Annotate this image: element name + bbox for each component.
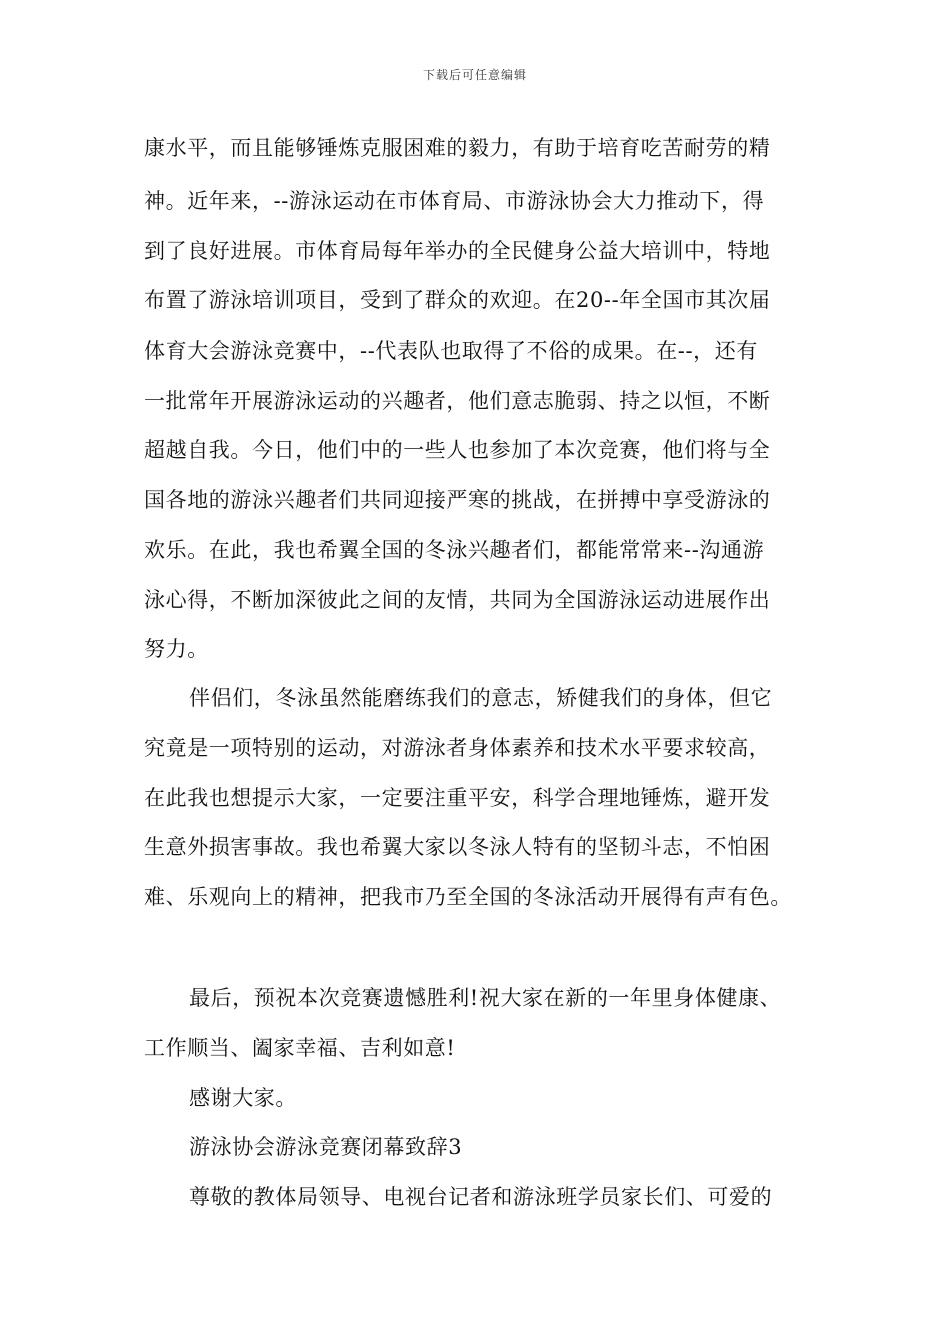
text-line: 国各地的游泳兴趣者们共同迎接严寒的挑战，在拼搏中享受游泳的	[144, 488, 771, 512]
page-header: 下载后可任意编辑	[422, 68, 527, 82]
text-line: 布置了游泳培训项目，受到了群众的欢迎。在20--年全国市其次届	[144, 288, 771, 312]
text-line: 在此我也想提示大家，一定要注重平安，科学合理地锤炼，避开发	[144, 786, 771, 810]
text-line: 努力。	[144, 637, 209, 661]
text-line: 感谢大家。	[189, 1086, 297, 1110]
text-line: 工作顺当、阖家幸福、吉利如意!	[144, 1036, 456, 1060]
text-line: 一批常年开展游泳运动的兴趣者，他们意志脆弱、持之以恒，不断	[144, 389, 771, 413]
section-heading: 游泳协会游泳竞赛闭幕致辞3	[189, 1135, 463, 1159]
text-line: 神。近年来，--游泳运动在市体育局、市游泳协会大力推动下，得	[144, 189, 765, 213]
text-line: 泳心得，不断加深彼此之间的友情，共同为全国游泳运动进展作出	[144, 588, 771, 612]
text-line: 到了良好进展。市体育局每年举办的全民健身公益大培训中，特地	[144, 239, 771, 263]
text-line: 究竟是一项特别的运动，对游泳者身体素养和技术水平要求较高，	[144, 736, 771, 760]
text-line: 伴侣们，冬泳虽然能磨练我们的意志，矫健我们的身体，但它	[189, 686, 773, 710]
text-line: 康水平，而且能够锤炼克服困难的毅力，有助于培育吃苦耐劳的精	[144, 136, 771, 160]
text-line: 欢乐。在此，我也希翼全国的冬泳兴趣者们，都能常常来--沟通游	[144, 538, 765, 562]
text-line: 体育大会游泳竞赛中，--代表队也取得了不俗的成果。在--，还有	[144, 339, 758, 363]
text-line: 超越自我。今日，他们中的一些人也参加了本次竞赛，他们将与全	[144, 438, 771, 462]
text-line: 最后，预祝本次竞赛遗憾胜利!祝大家在新的一年里身体健康、	[189, 986, 782, 1010]
text-line: 难、乐观向上的精神，把我市乃至全国的冬泳活动开展得有声有色。	[144, 885, 792, 909]
text-line: 尊敬的教体局领导、电视台记者和游泳班学员家长们、可爱的	[189, 1185, 773, 1209]
text-line: 生意外损害事故。我也希翼大家以冬泳人特有的坚韧斗志，不怕困	[144, 835, 771, 859]
